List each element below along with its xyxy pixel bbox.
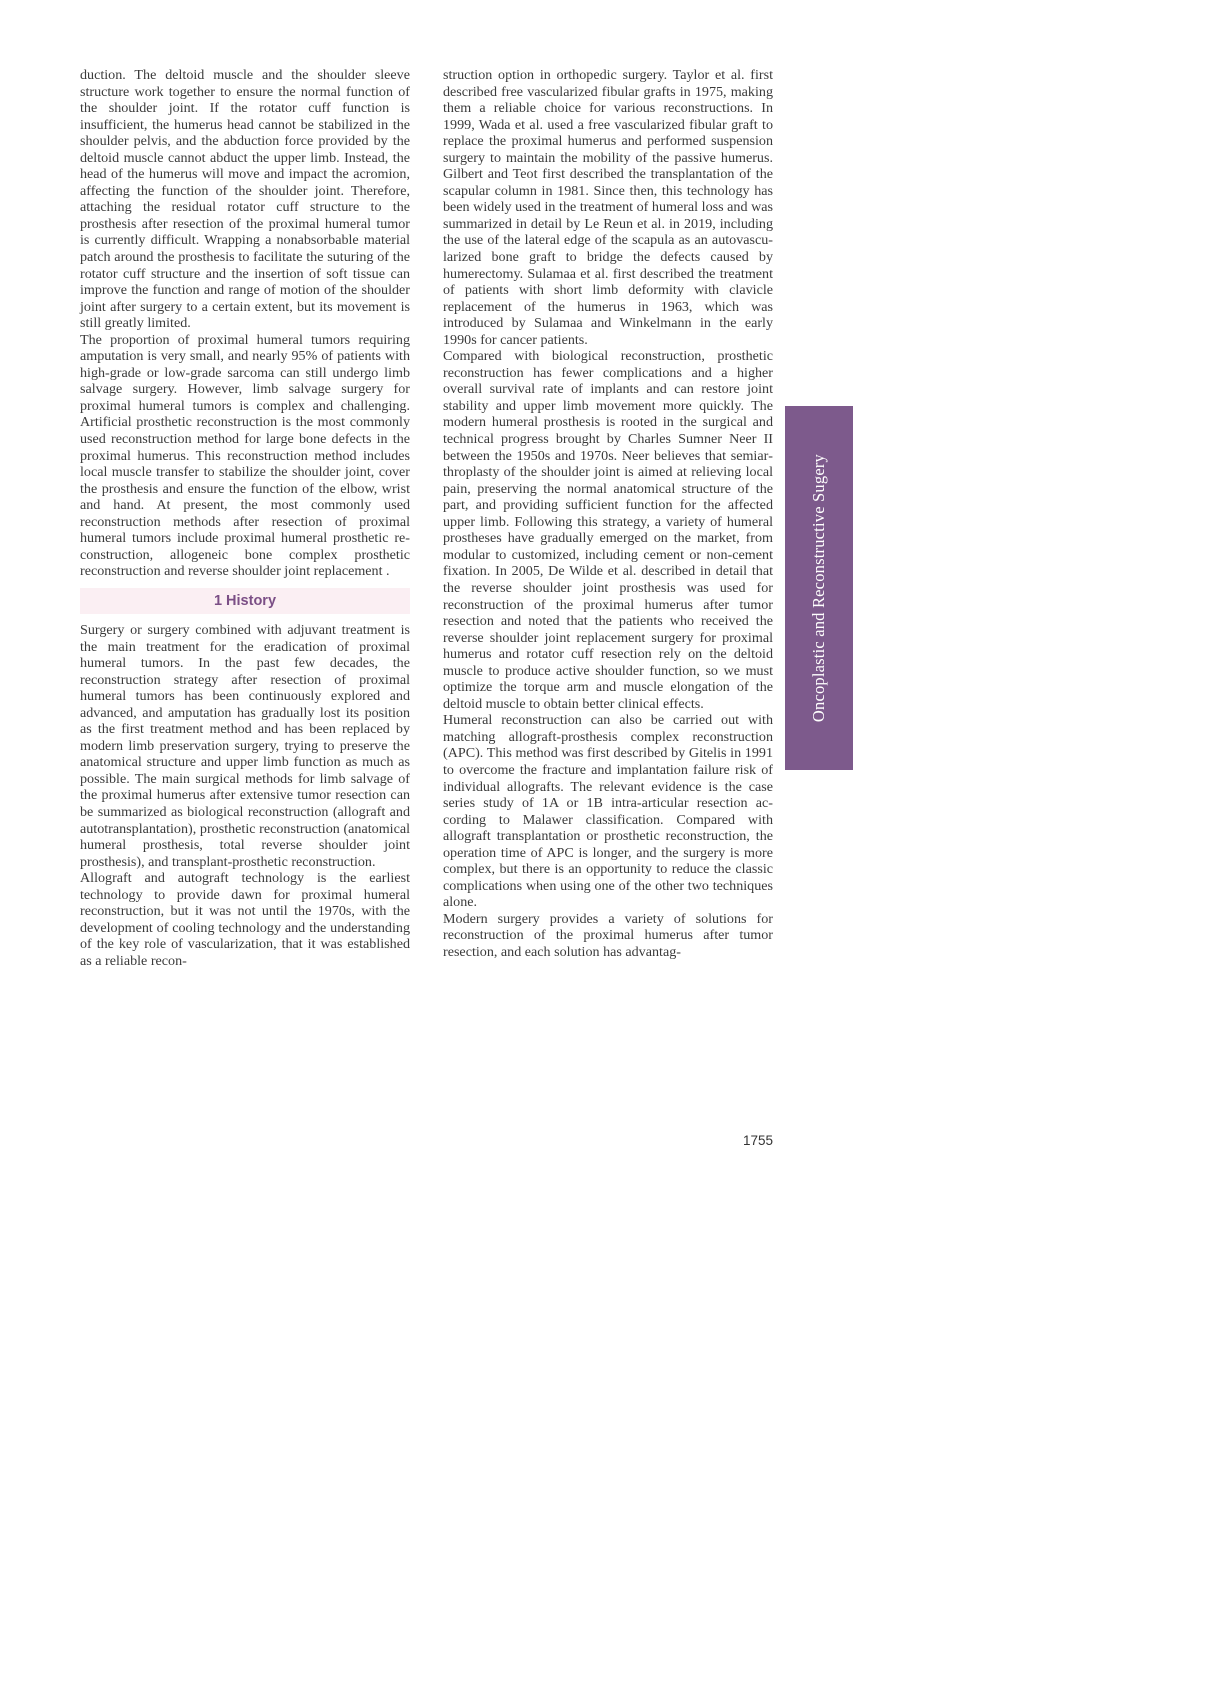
- journal-section-tab: [785, 406, 853, 770]
- body-paragraph: duction. The deltoid muscle and the shoulder sleeve structure work together to ensure the normal function of the shoulder joint. If the rotator cuff function is insufficient, the humerus head cannot be stabilized in the shoulder pelvis, and the abduction force provided by the deltoid muscle cannot abduct the upper limb. Instead, the head of the humerus will move and impact the acromion, affecting the function of the shoulder joint. Therefore, attaching the residual rotator cuff structure to the prosthesis after resection of the proximal humeral tumor is currently difficult. Wrapping a nonabsorbable material patch around the prosthesis to facilitate the suturing of the rotator cuff structure and the insertion of soft tissue can improve the function and range of motion of the shoulder joint after surgery to a certain extent, but its movement is still greatly limited.: [80, 67, 410, 332]
- section-heading: 1 History: [80, 588, 410, 614]
- left-text-column: [80, 67, 410, 969]
- body-paragraph: The proportion of proximal humeral tumors requiring amputation is very small, and nearly 95% of patients with high-grade or low-grade sarcoma can still undergo limb salvage surgery. However, limb salvage surgery for proximal humeral tumors is complex and challenging. Artificial prosthetic reconstruction is the most commonly used reconstruction method for large bone defects in the proximal humerus. This reconstruction method includes local muscle transfer to stabilize the shoulder joint, cover the prosthesis and ensure the function of the elbow, wrist and hand. At present, the most commonly used reconstruction methods after resection of proximal humeral tumors include proximal humeral prosthetic reconstruction, allogeneic bone complex prosthetic reconstruction and reverse shoulder joint replacement .: [80, 331, 410, 580]
- journal-section-label: Oncoplastic and Reconstructive Sugery: [809, 453, 828, 723]
- body-paragraph: Modern surgery provides a variety of solutions for reconstruction of the proximal humerus after tumor resection, and each solution has advantag-: [443, 910, 773, 960]
- body-paragraph: Surgery or surgery combined with adjuvant treatment is the main treatment for the eradication of proximal humeral tumors. In the past few decades, the reconstruction strategy after resection of proximal humeral tumors has been continuously explored and advanced, and amputation has gradually lost its position as the first treatment method and has been replaced by modern limb preservation surgery, trying to preserve the anatomical structure and upper limb function as much as possible. The main surgical methods for limb salvage of the proximal humerus after extensive tumor resection can be summarized as biological reconstruction (allograft and autotransplantation), prosthetic reconstruction (anatomical humeral prosthesis, total reverse shoulder joint prosthesis), and transplant-prosthetic reconstruction.: [80, 621, 410, 870]
- body-paragraph: Humeral reconstruction can also be carried out with matching allograft-prosthesis complex reconstruction (APC). This method was first described by Gitelis in 1991 to overcome the fracture and implantation failure risk of individual allografts. The relevant evidence is the case series study of 1A or 1B intra-articular resection according to Malawer classification. Compared with allograft transplantation or prosthetic reconstruction, the operation time of APC is longer, and the surgery is more complex, but there is an opportunity to reduce the classic complications when using one of the other two techniques alone.: [443, 712, 773, 911]
- right-text-column: [443, 67, 773, 961]
- body-paragraph: struction option in orthopedic surgery. Taylor et al. first described free vascularized fibular grafts in 1975, making them a reliable choice for various reconstructions. In 1999, Wada et al. used a free vascularized fibular graft to replace the proximal humerus and performed suspension surgery to maintain the mobility of the passive humerus. Gilbert and Teot first described the transplantation of the scapular column in 1981. Since then, this technology has been widely used in the treatment of humeral loss and was summarized in detail by Le Reun et al. in 2019, including the use of the lateral edge of the scapula as an autovascularized bone graft to bridge the defects caused by humerectomy. Sulamaa et al. first described the treatment of patients with short limb deformity with clavicle replacement of the humerus in 1963, which was introduced by Sulamaa and Winkelmann in the early 1990s for cancer patients.: [443, 67, 773, 348]
- body-paragraph: Allograft and autograft technology is the earliest technology to provide dawn for proximal humeral reconstruction, but it was not until the 1970s, with the development of cooling technology and the understanding of the key role of vascularization, that it was established as a reliable recon-: [80, 870, 410, 969]
- body-paragraph: Compared with biological reconstruction, prosthetic reconstruction has fewer complications and a higher overall survival rate of implants and can restore joint stability and upper limb movement more quickly. The modern humeral prosthesis is rooted in the surgical and technical progress brought by Charles Sumner Neer II between the 1950s and 1970s. Neer believes that semiarthroplasty of the shoulder joint is aimed at relieving local pain, preserving the normal anatomical structure of the part, and providing sufficient function for the affected upper limb. Following this strategy, a variety of humeral prostheses have gradually emerged on the market, from modular to customized, including cement or non-cement fixation. In 2005, De Wilde et al. described in detail that the reverse shoulder joint prosthesis was used for reconstruction of the proximal humerus after tumor resection and noted that the patients who received the reverse shoulder joint replacement surgery for proximal humerus and rotator cuff resection rely on the deltoid muscle to produce active shoulder function, so we must optimize the torque arm and muscle elongation of the deltoid muscle to obtain better clinical effects.: [443, 348, 773, 712]
- page-number: 1755: [742, 1133, 773, 1148]
